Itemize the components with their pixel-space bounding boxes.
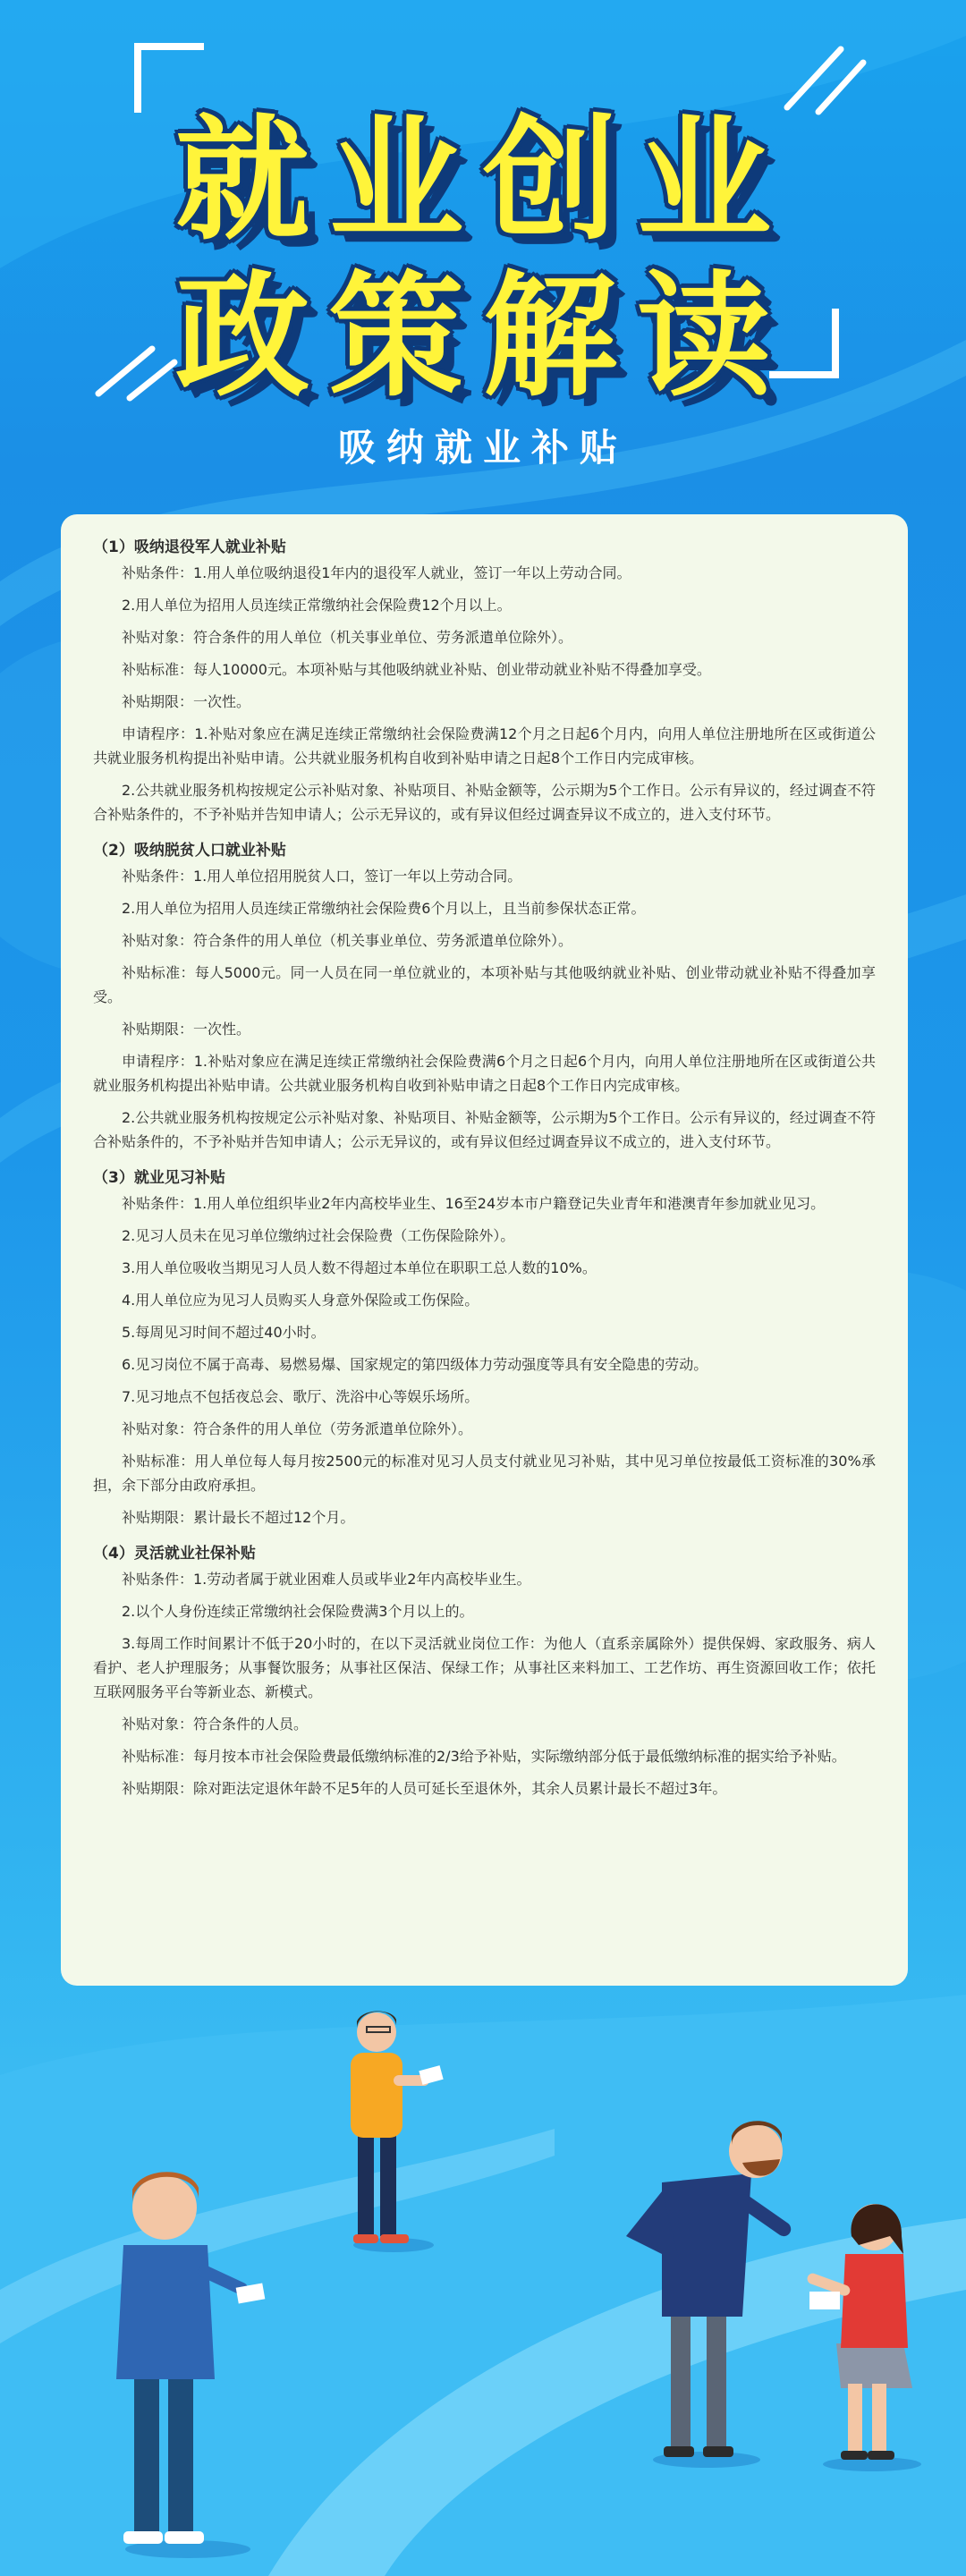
section-title: （1）吸纳退役军人就业补贴: [93, 538, 286, 556]
paragraph: 补贴对象：符合条件的人员。: [122, 1716, 309, 1733]
paragraph: 补贴期限：除对距法定退休年龄不足5年的人员可延长至退休外，其余人员累计最长不超过3年。: [122, 1780, 727, 1797]
paragraph: 补贴对象：符合条件的用人单位（机关事业单位、劳务派遣单位除外）。: [122, 932, 573, 949]
people-illustration: [0, 1968, 966, 2576]
section-title: （4）灵活就业社保补贴: [93, 1545, 256, 1563]
policy-section: [93, 1540, 876, 1801]
poster-title-area: [0, 36, 966, 415]
paragraph: 补贴标准：每月按本市社会保险费最低缴纳标准的2/3给予补贴，实际缴纳部分低于最低缴纳标准的据实给予补贴。: [122, 1748, 846, 1765]
paragraph: 补贴期限：累计最长不超过12个月。: [122, 1509, 355, 1526]
paragraph: 6.见习岗位不属于高毒、易燃易爆、国家规定的第四级体力劳动强度等具有安全隐患的劳动。: [122, 1356, 708, 1373]
paragraph: 补贴对象：符合条件的用人单位（劳务派遣单位除外）。: [122, 1420, 473, 1437]
paragraph: 补贴条件：1.用人单位组织毕业2年内高校毕业生、16至24岁本市户籍登记失业青年和港澳青年参加就业见习。: [122, 1195, 826, 1212]
paragraph: 5.每周见习时间不超过40小时。: [122, 1324, 326, 1341]
policy-content-panel: [61, 514, 908, 1986]
paragraph: 7.见习地点不包括夜总会、歌厅、洗浴中心等娱乐场所。: [122, 1388, 479, 1405]
paragraph: 补贴对象：符合条件的用人单位（机关事业单位、劳务派遣单位除外）。: [122, 629, 573, 646]
paragraph: 2.公共就业服务机构按规定公示补贴对象、补贴项目、补贴金额等，公示期为5个工作日。公示有异议的，经过调查不符合补贴条件的，不予补贴并告知申请人；公示无异议的，或有异议但经过调查异议不成立的，进入支付环节。: [93, 782, 876, 823]
main-title-line-1: 就业创业: [174, 103, 791, 258]
paragraph: 补贴标准：用人单位每人每月按2500元的标准对见习人员支付就业见习补贴，其中见习单位按最低工资标准的30%承担，余下部分由政府承担。: [93, 1453, 876, 1494]
paragraph: 2.公共就业服务机构按规定公示补贴对象、补贴项目、补贴金额等，公示期为5个工作日。公示有异议的，经过调查不符合补贴条件的，不予补贴并告知申请人；公示无异议的，或有异议但经过调查异议不成立的，进入支付环节。: [93, 1109, 876, 1150]
paragraph: 补贴标准：每人5000元。同一人员在同一单位就业的，本项补贴与其他吸纳就业补贴、创业带动就业补贴不得叠加享受。: [93, 964, 876, 1005]
subtitle: 吸纳就业补贴: [337, 426, 628, 470]
policy-section: [93, 1165, 876, 1530]
main-title-line-2: 政策解读: [174, 259, 791, 415]
paragraph: 2.用人单位为招用人员连续正常缴纳社会保险费12个月以上。: [122, 597, 512, 614]
paragraph: 补贴期限：一次性。: [122, 693, 251, 710]
paragraph: 补贴条件：1.用人单位吸纳退役1年内的退役军人就业，签订一年以上劳动合同。: [122, 564, 631, 581]
paragraph: 补贴条件：1.用人单位招用脱贫人口，签订一年以上劳动合同。: [122, 868, 522, 885]
paragraph: 3.用人单位吸收当期见习人员人数不得超过本单位在职职工总人数的10%。: [122, 1259, 597, 1276]
section-title: （2）吸纳脱贫人口就业补贴: [93, 842, 286, 860]
section-title: （3）就业见习补贴: [93, 1169, 225, 1187]
policy-section: [93, 837, 876, 1154]
paragraph: 补贴条件：1.劳动者属于就业困难人员或毕业2年内高校毕业生。: [122, 1571, 531, 1588]
paragraph: 3.每周工作时间累计不低于20小时的，在以下灵活就业岗位工作：为他人（直系亲属除外）提供保姆、家政服务、病人看护、老人护理服务；从事餐饮服务；从事社区保洁、保绿工作；从事社区来料加工、工艺作坊、再生资源回收工作；依托互联网服务平台等新业态、新模式。: [93, 1635, 876, 1700]
paragraph: 补贴期限：一次性。: [122, 1021, 251, 1038]
paragraph: 4.用人单位应为见习人员购买人身意外保险或工伤保险。: [122, 1292, 479, 1309]
paragraph: 申请程序：1.补贴对象应在满足连续正常缴纳社会保险费满6个月之日起6个月内，向用人单位注册地所在区或街道公共就业服务机构提出补贴申请。公共就业服务机构自收到补贴申请之日起8个工作日内完成审核。: [93, 1053, 876, 1094]
policy-section: [93, 534, 876, 826]
paragraph: 补贴标准：每人10000元。本项补贴与其他吸纳就业补贴、创业带动就业补贴不得叠加享受。: [122, 661, 711, 678]
paragraph: 申请程序：1.补贴对象应在满足连续正常缴纳社会保险费满12个月之日起6个月内，向用人单位注册地所在区或街道公共就业服务机构提出补贴申请。公共就业服务机构自收到补贴申请之日起8个工作日内完成审核。: [93, 725, 876, 767]
paragraph: 2.见习人员未在见习单位缴纳过社会保险费（工伤保险除外）。: [122, 1227, 515, 1244]
paragraph: 2.以个人身份连续正常缴纳社会保险费满3个月以上的。: [122, 1603, 474, 1620]
paragraph: 2.用人单位为招用人员连续正常缴纳社会保险费6个月以上，且当前参保状态正常。: [122, 900, 646, 917]
